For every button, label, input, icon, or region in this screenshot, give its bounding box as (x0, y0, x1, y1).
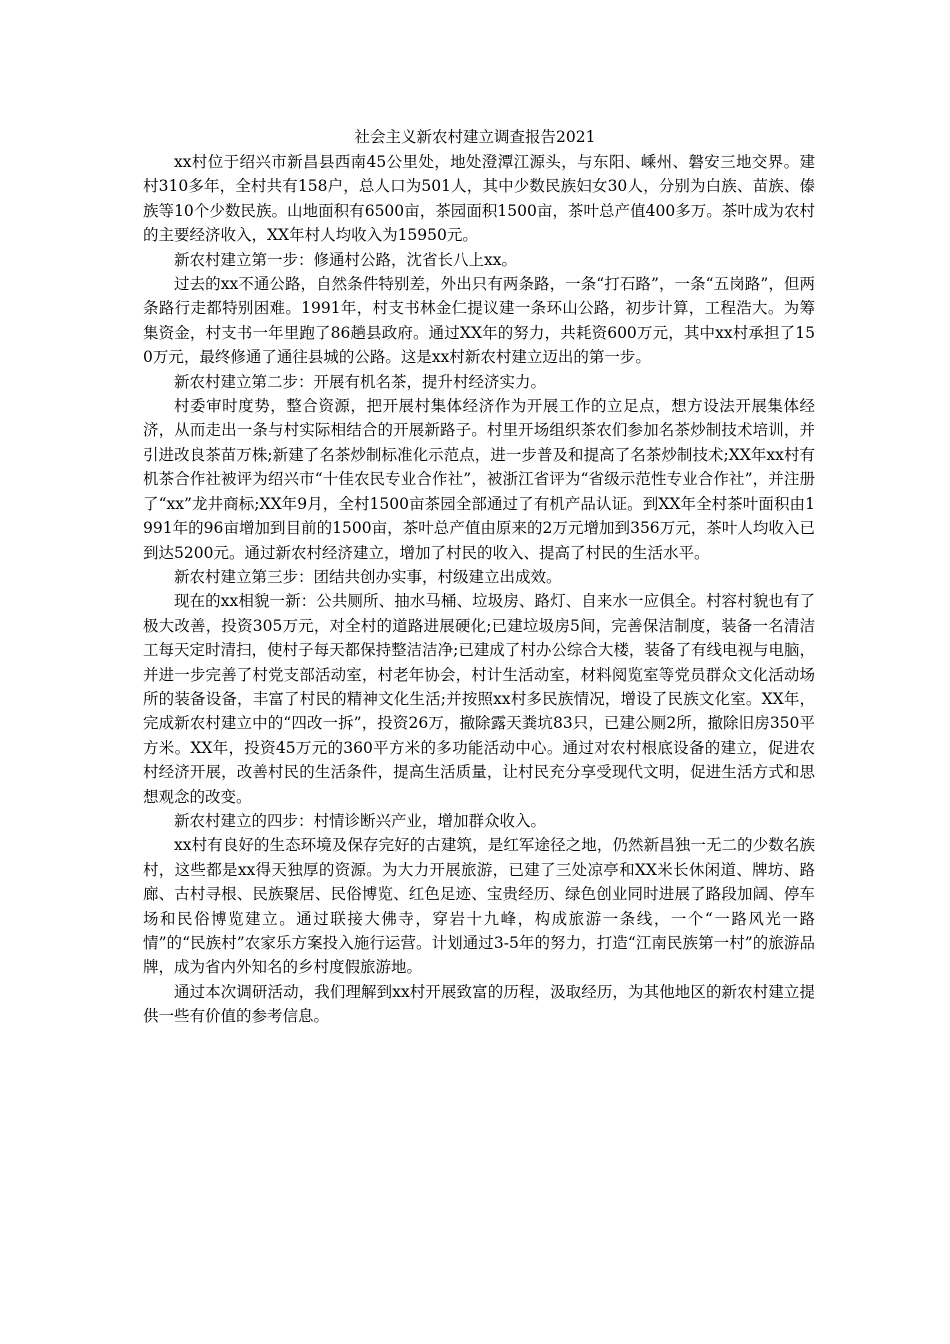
paragraph-step-3: 现在的xx相貌一新：公共厕所、抽水马桶、垃圾房、路灯、自来水一应俱全。村容村貌也有了极大改善，投资305万元，对全村的道路进展硬化;已建垃圾房5间，完善保洁制度，装备一名清洁工每天定时清扫，使村子每天都保持整洁洁净;已建成了村办公综合大楼，装备了有线电视与电脑，并进一步完善了村党支部活动室，村老年协会，村计生活动室，材料阅览室等党员群众文化活动场所的装备设备，丰富了村民的精神文化生活;并按照xx村多民族情况，增设了民族文化室。XX年，完成新农村建立中的“四改一拆”，投资26万，撤除露天粪坑83只，已建公厕2所，撤除旧房350平方米。XX年，投资45万元的360平方米的多功能活动中心。通过对农村根底设备的建立，促进农村经济开展，改善村民的生活条件，提高生活质量，让村民充分享受现代文明，促进生活方式和思想观念的改变。 (143, 592, 815, 806)
paragraph-intro: xx村位于绍兴市新昌县西南45公里处，地处澄潭江源头，与东阳、嵊州、磐安三地交界。建村310多年，全村共有158户，总人口为501人，其中少数民族妇女30人，分别为白族、苗族、傣族等10个少数民族。山地面积有6500亩，茶园面积1500亩，茶叶总产值400多万。茶叶成为农村的主要经济收入，XX年村人均收入为15950元。 (143, 153, 815, 245)
paragraph-step-4: xx村有良好的生态环境及保存完好的古建筑，是红军途径之地，仍然新昌独一无二的少数名族村，这些都是xx得天独厚的资源。为大力开展旅游，已建了三处凉亭和XX米长休闲道、牌坊、路廊、古村寻根、民族聚居、民俗博览、红色足迹、宝贵经历、绿色创业同时进展了路段加阔、停车场和民俗博览建立。通过联接大佛寺，穿岩十九峰，构成旅游一条线，一个“一路风光一路情”的“民族村”农家乐方案投入施行运营。计划通过3-5年的努力，打造“江南民族第一村”的旅游品牌，成为省内外知名的乡村度假旅游地。 (143, 836, 815, 977)
section-heading-step-4: 新农村建立的四步：村情诊断兴产业，增加群众收入。 (174, 811, 547, 830)
section-heading-step-3: 新农村建立第三步：团结共创办实事，村级建立出成效。 (174, 567, 562, 586)
document-title: 社会主义新农村建立调查报告2021 (354, 128, 596, 146)
paragraph-step-2: 村委审时度势，整合资源，把开展村集体经济作为开展工作的立足点，想方设法开展集体经济，从而走出一条与村实际相结合的开展新路子。村里开场组织茶农们参加名茶炒制技术培训，并引进改良茶苗万株;新建了名茶炒制标准化示范点，进一步普及和提高了名茶炒制技术;XX年xx村有机茶合作社被评为绍兴市“十佳农民专业合作社”，被浙江省评为“省级示范性专业合作社”，并注册了“xx”龙井商标;XX年9月，全村1500亩茶园全部通过了有机产品认证。到XX年全村茶叶面积由1991年的96亩增加到目前的1500亩，茶叶总产值由原来的2万元增加到356万元，茶叶人均收入已到达5200元。通过新农村经济建立，增加了村民的收入、提高了村民的生活水平。 (143, 397, 815, 562)
paragraph-step-1: 过去的xx不通公路，自然条件特别差，外出只有两条路，一条“打石路”，一条“五岗路”，但两条路行走都特别困难。1991年，村支书林金仁提议建一条环山公路，初步计算，工程浩大。为筹集资金，村支书一年里跑了86趟县政府。通过XX年的努力，共耗资600万元，其中xx村承担了150万元，最终修通了通往县城的公路。这是xx村新农村建立迈出的第一步。 (143, 275, 815, 367)
section-heading-step-1: 新农村建立第一步：修通村公路，沈省长八上xx。 (174, 250, 517, 269)
document-body (143, 150, 815, 1029)
paragraph-conclusion: 通过本次调研活动，我们理解到xx村开展致富的历程，汲取经历，为其他地区的新农村建立提供一些有价值的参考信息。 (143, 982, 815, 1026)
section-heading-step-2: 新农村建立第二步：开展有机名茶，提升村经济实力。 (174, 372, 547, 391)
